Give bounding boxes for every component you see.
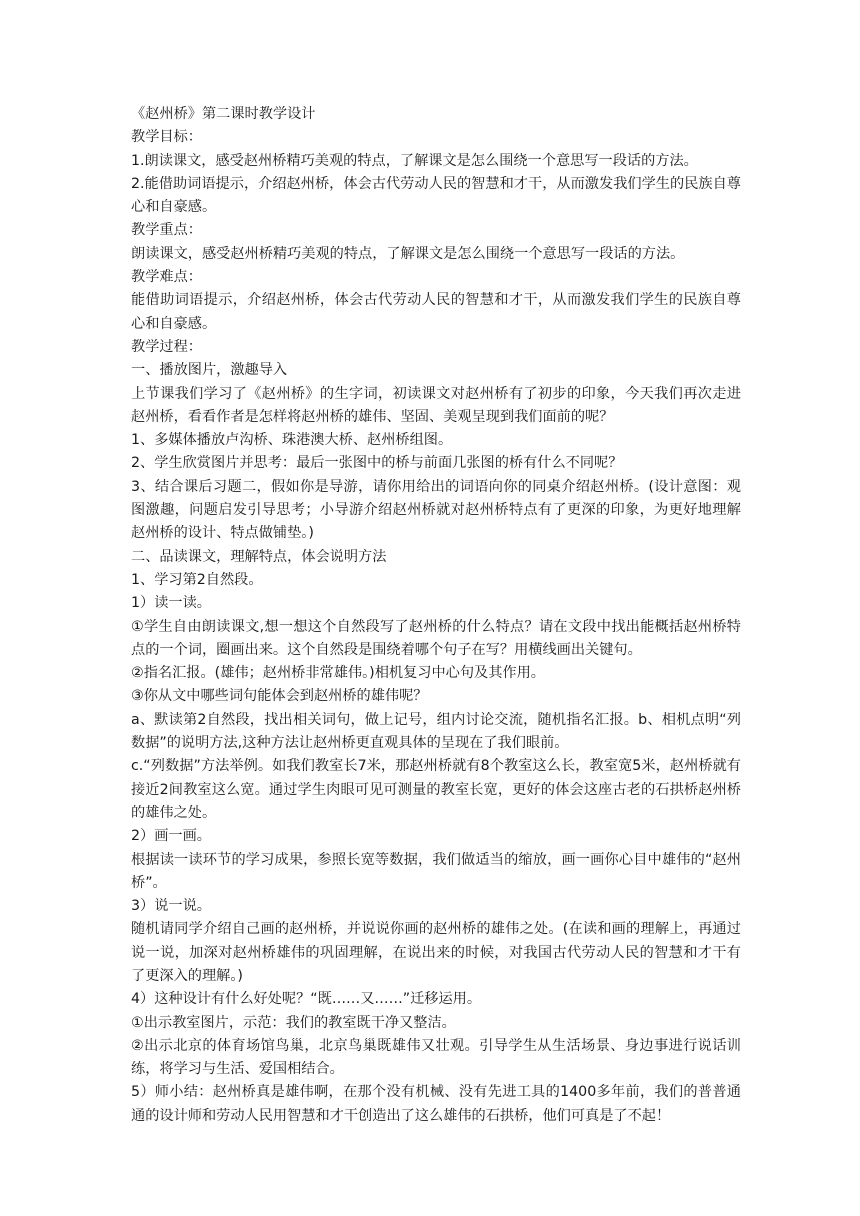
paragraph-line: 2、学生欣赏图片并思考：最后一张图中的桥与前面几张图的桥有什么不同呢？ [131, 455, 623, 472]
paragraph-line: 教学目标： [131, 129, 202, 146]
paragraph-line: 教学重点： [131, 222, 202, 239]
document-lines [131, 126, 741, 1128]
paragraph-line: 3、结合课后习题二，假如你是导游，请你用给出的词语向你的同桌介绍赵州桥。(设计意图：观图激趣，问题启发引导思考；小导游介绍赵州桥就对赵州桥特点有了更深的印象，为更好地理解赵州桥的设计、特点做铺垫。) [131, 478, 741, 542]
paragraph-line: 上节课我们学习了《赵州桥》的生字词，初读课文对赵州桥有了初步的印象，今天我们再次走进赵州桥，看看作者是怎样将赵州桥的雄伟、坚固、美观呈现到我们面前的呢？ [131, 385, 741, 425]
document-body [131, 103, 741, 1128]
document-title: 《赵州桥》第二课时教学设计 [131, 106, 316, 122]
paragraph-line: 二、品读课文，理解特点，体会说明方法 [131, 548, 387, 565]
paragraph-line: 5）师小结：赵州桥真是雄伟啊，在那个没有机械、没有先进工具的1400多年前，我们的普普通通的设计师和劳动人民用智慧和才干创造出了这么雄伟的石拱桥，他们可真是了不起！ [131, 1084, 741, 1124]
paragraph-line: 教学过程： [131, 338, 202, 355]
paragraph-line: ③你从文中哪些词句能体会到赵州桥的雄伟呢？ [131, 688, 428, 705]
paragraph-line: 随机请同学介绍自己画的赵州桥，并说说你画的赵州桥的雄伟之处。(在读和画的理解上，再通过说一说，加深对赵州桥雄伟的巩固理解，在说出来的时候，对我国古代劳动人民的智慧和才干有了更深入的理解。) [131, 921, 741, 984]
paragraph-line: ①出示教室图片，示范：我们的教室既干净又整洁。 [131, 1014, 456, 1031]
paragraph-line: 教学难点： [131, 269, 202, 286]
paragraph-line: 1.朗读课文，感受赵州桥精巧美观的特点，了解课文是怎么围绕一个意思写一段话的方法。 [131, 152, 698, 169]
paragraph-line: 朗读课文，感受赵州桥精巧美观的特点，了解课文是怎么围绕一个意思写一段话的方法。 [131, 245, 685, 262]
paragraph-line: ①学生自由朗读课文,想一想这个自然段写了赵州桥的什么特点？请在文段中找出能概括赵州桥特点的一个词，圈画出来。这个自然段是围绕着哪个句子在写？用横线画出关键句。 [131, 618, 741, 658]
paragraph-line: 4）这种设计有什么好处呢？“既……又……”迁移运用。 [131, 991, 482, 1008]
paragraph-line: 1、学习第2自然段。 [131, 571, 263, 588]
paragraph-line: 能借助词语提示，介绍赵州桥，体会古代劳动人民的智慧和才干，从而激发我们学生的民族自尊心和自豪感。 [131, 292, 741, 332]
paragraph-line: c.“列数据”方法举例。如我们教室长7米，那赵州桥就有8个教室这么长，教室宽5米，赵州桥就有接近2间教室这么宽。通过学生肉眼可见可测量的教室长宽，更好的体会这座古老的石拱桥赵州桥的雄伟之处。 [131, 758, 741, 821]
paragraph-line: 2）画一画。 [131, 828, 211, 845]
paragraph-line: ②出示北京的体育场馆鸟巢，北京鸟巢既雄伟又壮观。引导学生从生活场景、身边事进行说话训练，将学习与生活、爱国相结合。 [131, 1037, 741, 1078]
paragraph-line: 1、多媒体播放卢沟桥、珠港澳大桥、赵州桥组图。 [131, 432, 453, 449]
paragraph-line: 3）说一说。 [131, 898, 211, 915]
paragraph-line: 根据读一读环节的学习成果，参照长宽等数据，我们做适当的缩放，画一画你心目中雄伟的“赵州桥”。 [131, 851, 741, 891]
paragraph-line: 一、播放图片，激趣导入 [131, 362, 288, 379]
paragraph-line: 2.能借助词语提示，介绍赵州桥，体会古代劳动人民的智慧和才干，从而激发我们学生的民族自尊心和自豪感。 [131, 175, 741, 216]
paragraph-line: 1）读一读。 [131, 595, 211, 612]
paragraph-line: ②指名汇报。(雄伟；赵州桥非常雄伟。)相机复习中心句及其作用。 [131, 665, 545, 682]
paragraph-line: a、默读第2自然段，找出相关词句，做上记号，组内讨论交流，随机指名汇报。b、相机点明“列数据”的说明方法,这种方法让赵州桥更直观具体的呈现在了我们眼前。 [131, 711, 741, 752]
